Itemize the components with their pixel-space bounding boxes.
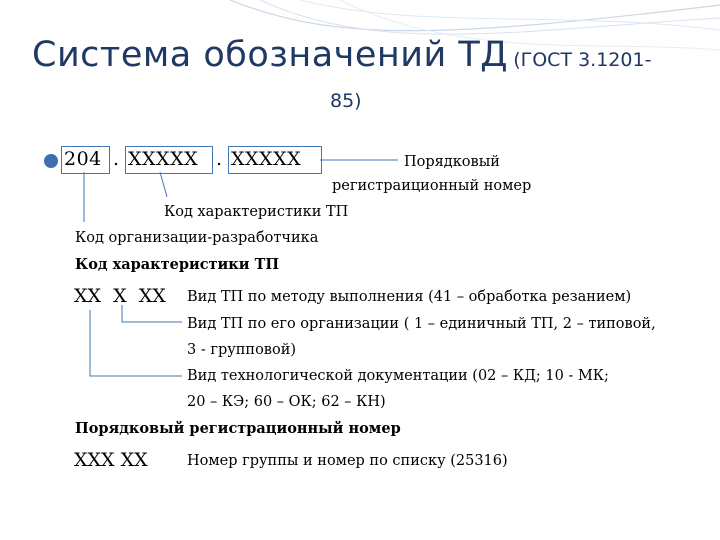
label-seq-line2: регистраиционный номер [332,178,532,194]
bullet-icon [44,154,58,168]
code-dot-1: . [113,148,120,170]
section-seq-heading: Порядковый регистрационный номер [75,420,401,437]
section-char-code: XX X XX [74,285,166,307]
section-char-line3: 3 - групповой) [187,342,297,358]
title-standard: (ГОСТ 3.1201- [513,49,652,71]
page-title [32,35,692,75]
title-standard-continued: 85) [330,90,362,112]
code-box-seq [228,146,322,174]
code-box-org [125,146,213,174]
section-char-heading: Код характеристики ТП [75,256,280,273]
section-char-line5: 20 – КЭ; 60 – ОК; 62 – КН) [187,394,386,410]
section-char-line4: Вид технологической документации (02 – КД; 10 - МК; [187,368,609,384]
code-box-204 [61,146,110,174]
label-seq-line1: Порядковый [404,154,500,170]
label-org-code: Код организации-разработчика [75,230,319,246]
code-part-org: XXXXX [128,148,199,170]
label-char-tp: Код характеристики ТП [164,204,349,220]
section-char-line1: Вид ТП по методу выполнения (41 – обработка резанием) [187,289,632,305]
code-part-seq: XXXXX [231,148,302,170]
code-part-204: 204 [64,148,102,170]
section-seq-code: XXX XX [74,449,148,471]
section-char-line2: Вид ТП по его организации ( 1 – единичный ТП, 2 – типовой, [187,316,656,332]
code-dot-2: . [216,148,223,170]
section-seq-text: Номер группы и номер по списку (25316) [187,453,508,469]
title-main: Система обозначений ТД [32,35,509,75]
